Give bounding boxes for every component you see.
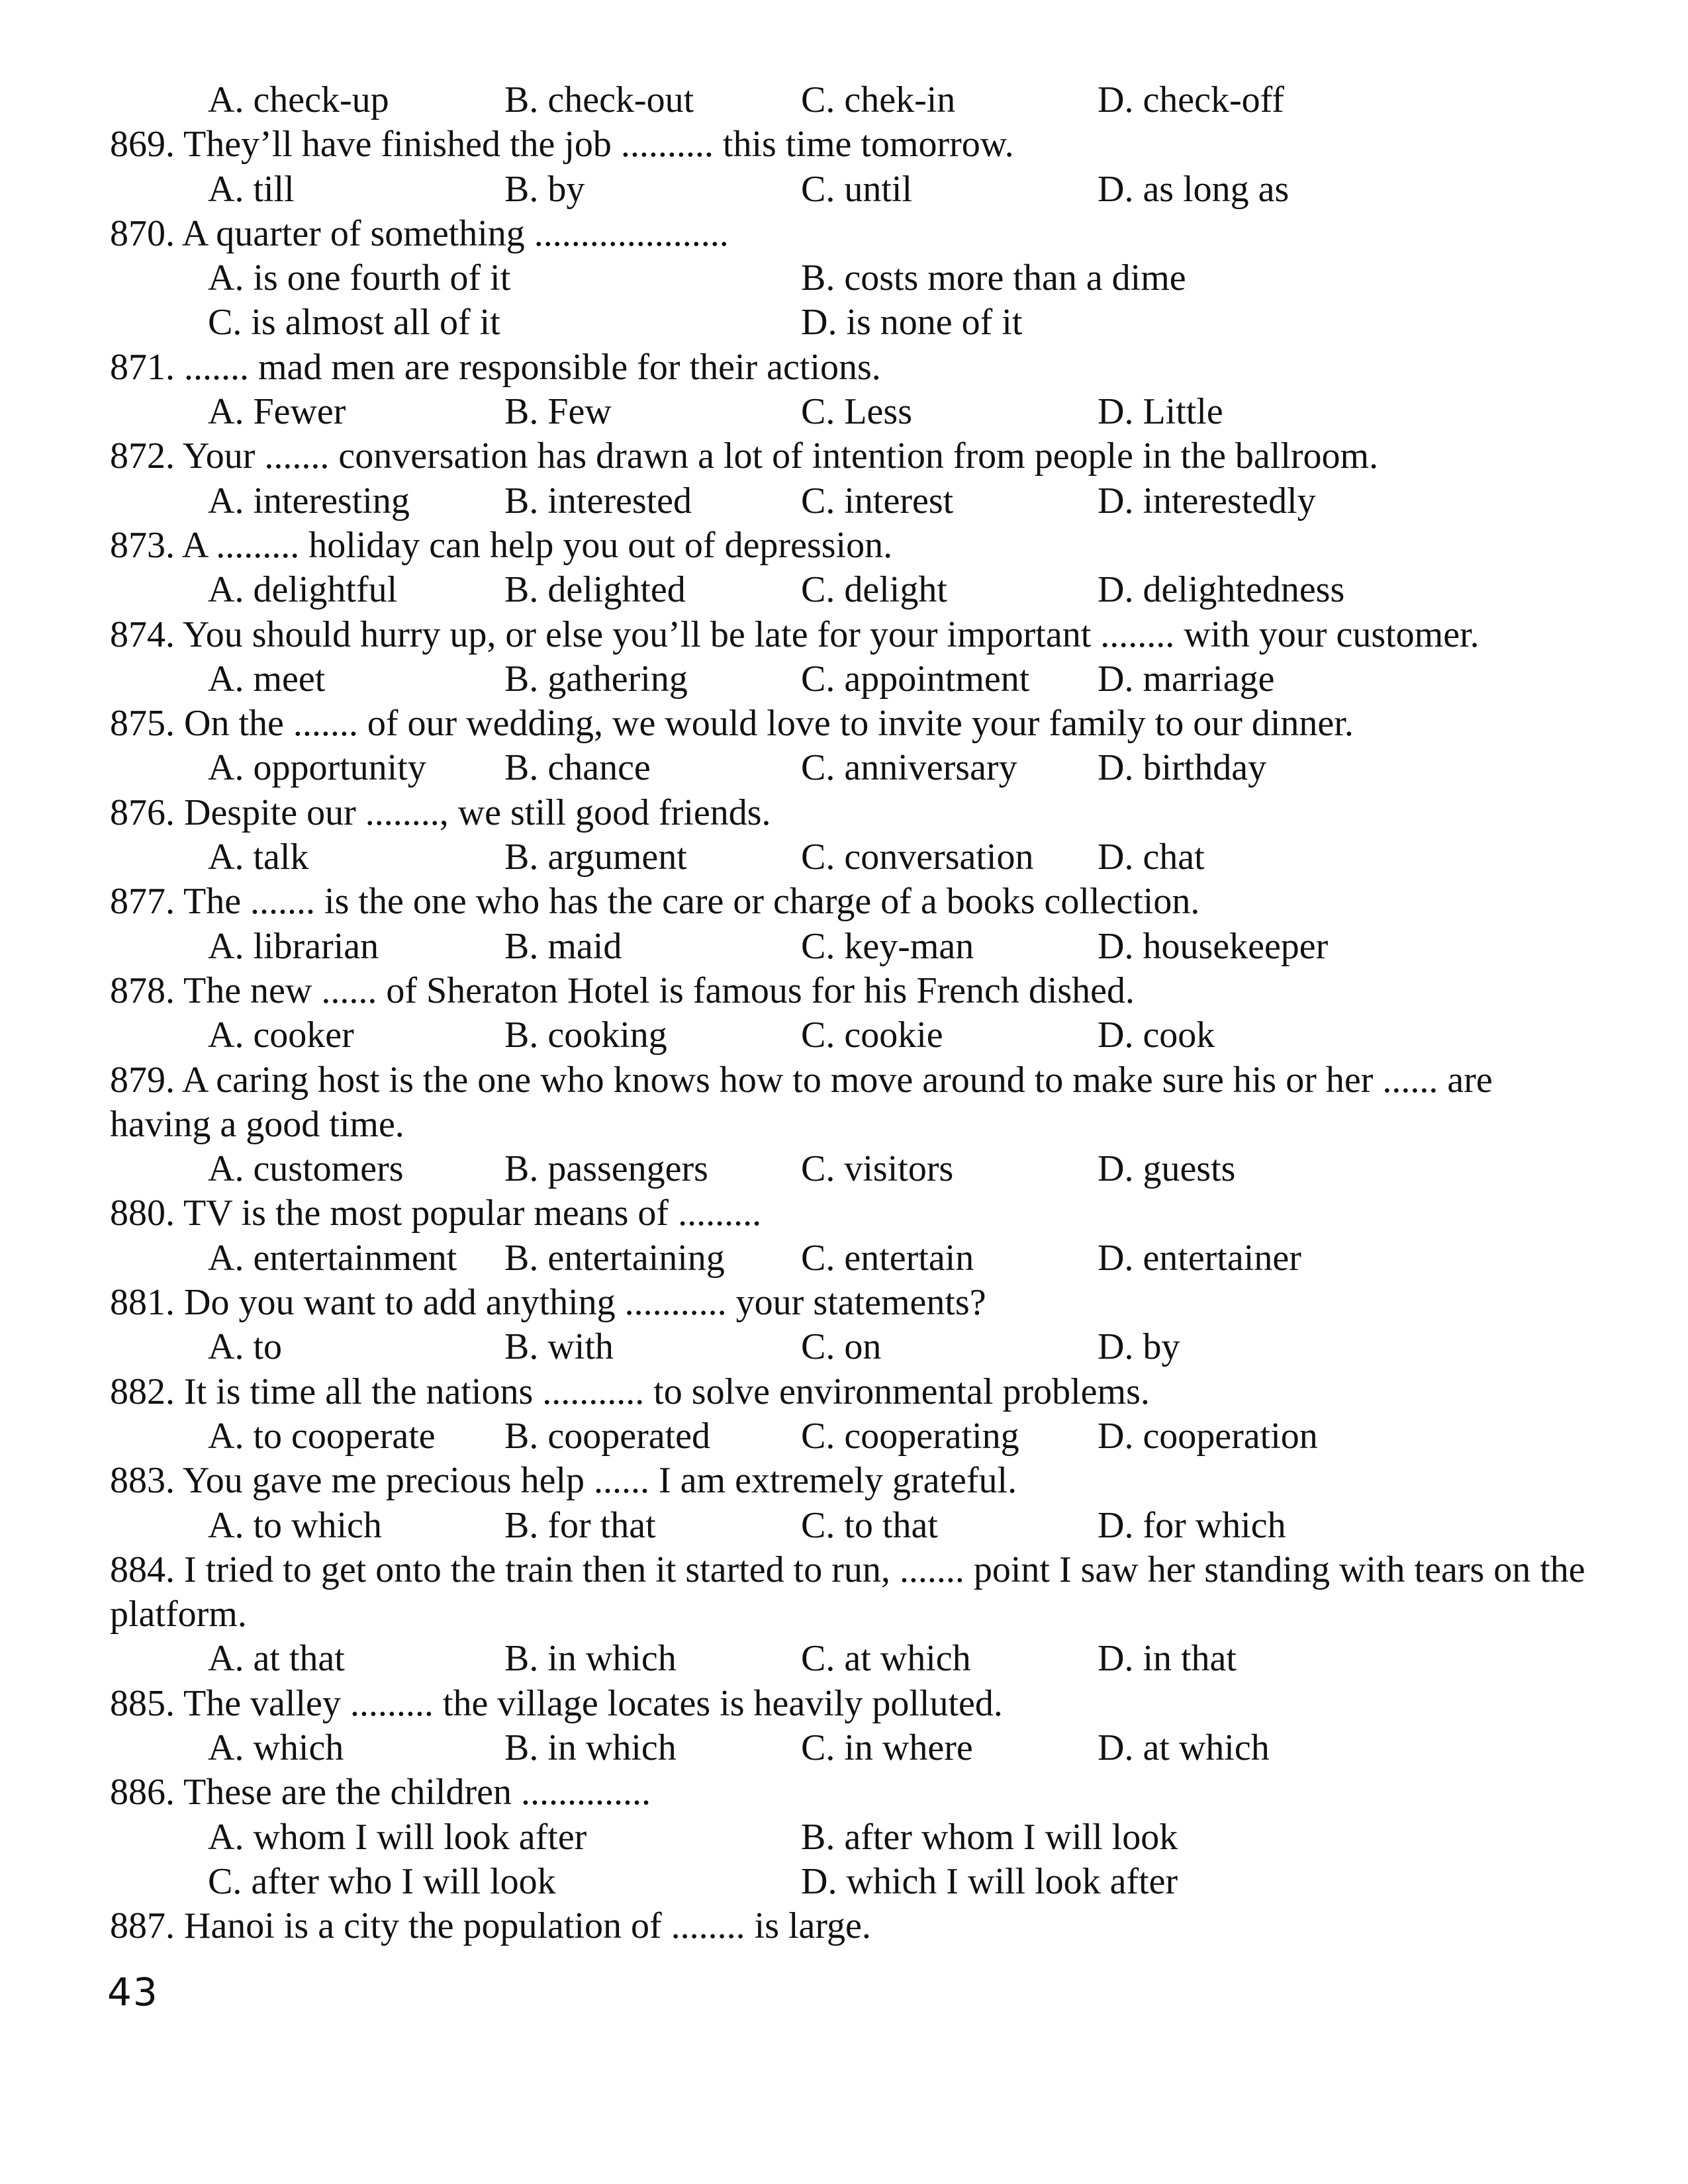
- question-869: 869. They’ll have finished the job .......... this time tomorrow.: [110, 124, 1014, 165]
- options-873: [110, 568, 1593, 612]
- option-b: B. check-out: [504, 79, 694, 120]
- options-882: [110, 1414, 1593, 1459]
- option-a: A. to cooperate: [208, 1415, 436, 1457]
- option-a: A. cooker: [208, 1015, 354, 1056]
- options-881: [110, 1325, 1593, 1369]
- option-c: C. chek-in: [801, 79, 956, 120]
- option-d: D. delightedness: [1098, 569, 1345, 611]
- option-a: A. meet: [208, 658, 326, 700]
- question-873: 873. A ......... holiday can help you out of depression.: [110, 524, 893, 566]
- option-b: B. entertaining: [504, 1237, 725, 1279]
- option-d: D. birthday: [1098, 747, 1267, 789]
- question-887: 887. Hanoi is a city the population of ........ is large.: [110, 1905, 871, 1947]
- question-list: [110, 78, 1593, 1948]
- option-c: C. entertain: [801, 1237, 974, 1279]
- option-c: C. interest: [801, 480, 954, 522]
- option-d: D. as long as: [1098, 168, 1289, 210]
- option-d: D. in that: [1098, 1638, 1237, 1680]
- options-885: [110, 1726, 1593, 1770]
- option-b: B. costs more than a dime: [801, 257, 1186, 299]
- option-c: C. anniversary: [801, 747, 1017, 789]
- option-c: C. on: [801, 1326, 882, 1368]
- leading-options: [110, 78, 1593, 122]
- options-883: [110, 1504, 1593, 1548]
- option-b: B. chance: [504, 747, 651, 789]
- option-d: D. cooperation: [1098, 1415, 1318, 1457]
- options-872: [110, 479, 1593, 523]
- options-869: [110, 167, 1593, 212]
- option-d: D. guests: [1098, 1148, 1236, 1190]
- question-882: 882. It is time all the nations ........... to solve environmental problems.: [110, 1371, 1150, 1412]
- page-number: 43: [107, 1970, 159, 2015]
- option-b: B. Few: [504, 391, 612, 433]
- option-c: C. in where: [801, 1727, 973, 1768]
- option-a: A. at that: [208, 1638, 345, 1680]
- option-c: C. is almost all of it: [208, 302, 500, 343]
- option-b: B. interested: [504, 480, 692, 522]
- option-d: D. Little: [1098, 391, 1223, 433]
- option-b: B. cooking: [504, 1015, 667, 1056]
- option-c: C. cookie: [801, 1015, 943, 1056]
- option-c: C. appointment: [801, 658, 1030, 700]
- options-886-row1: [110, 1815, 1593, 1860]
- question-875: 875. On the ....... of our wedding, we would love to invite your family to our dinner.: [110, 703, 1354, 745]
- option-d: D. at which: [1098, 1727, 1270, 1768]
- question-878: 878. The new ...... of Sheraton Hotel is famous for his French dished.: [110, 970, 1135, 1011]
- question-879: 879. A caring host is the one who knows how to move around to make sure his or her ...... are having a good time.: [110, 1059, 1493, 1145]
- option-a: A. entertainment: [208, 1237, 457, 1279]
- option-c: C. conversation: [801, 837, 1034, 878]
- option-a: A. talk: [208, 837, 309, 878]
- option-a: A. Fewer: [208, 391, 346, 433]
- option-d: D. entertainer: [1098, 1237, 1301, 1279]
- question-881: 881. Do you want to add anything ........... your statements?: [110, 1282, 986, 1324]
- option-b: B. with: [504, 1326, 614, 1368]
- question-870: 870. A quarter of something .....................: [110, 212, 729, 254]
- option-a: A. which: [208, 1727, 344, 1768]
- question-884: 884. I tried to get onto the train then it started to run, ....... point I saw her standing with tears on the platform.: [110, 1549, 1585, 1635]
- question-886: 886. These are the children ..............: [110, 1772, 651, 1813]
- option-d: D. cook: [1098, 1015, 1215, 1056]
- question-874: 874. You should hurry up, or else you’ll be late for your important ........ with your customer.: [110, 614, 1479, 655]
- options-876: [110, 835, 1593, 880]
- option-b: B. for that: [504, 1504, 656, 1546]
- option-d: D. for which: [1098, 1504, 1286, 1546]
- option-c: C. delight: [801, 569, 947, 611]
- option-c: C. cooperating: [801, 1415, 1019, 1457]
- question-880: 880. TV is the most popular means of .........: [110, 1193, 762, 1234]
- options-874: [110, 657, 1593, 702]
- option-b: B. after whom I will look: [801, 1816, 1178, 1858]
- option-c: C. visitors: [801, 1148, 954, 1190]
- options-884: [110, 1637, 1593, 1681]
- option-c: C. until: [801, 168, 913, 210]
- option-b: B. by: [504, 168, 585, 210]
- option-b: B. cooperated: [504, 1415, 710, 1457]
- option-c: C. key-man: [801, 925, 974, 967]
- options-870-row1: [110, 256, 1593, 300]
- option-d: D. marriage: [1098, 658, 1275, 700]
- option-d: D. housekeeper: [1098, 925, 1329, 967]
- option-d: D. by: [1098, 1326, 1180, 1368]
- question-872: 872. Your ....... conversation has drawn a lot of intention from people in the ballroom.: [110, 435, 1379, 477]
- option-a: A. to which: [208, 1504, 382, 1546]
- option-d: D. which I will look after: [801, 1860, 1178, 1902]
- option-b: B. argument: [504, 837, 687, 878]
- options-886-row2: [110, 1860, 1593, 1904]
- option-c: C. at which: [801, 1638, 971, 1680]
- option-a: A. librarian: [208, 925, 379, 967]
- option-d: D. interestedly: [1098, 480, 1316, 522]
- option-c: C. Less: [801, 391, 912, 433]
- option-c: C. after who I will look: [208, 1860, 556, 1902]
- option-a: A. check-up: [208, 79, 389, 120]
- option-a: A. to: [208, 1326, 282, 1368]
- option-d: D. is none of it: [801, 302, 1023, 343]
- option-a: A. till: [208, 168, 295, 210]
- option-b: B. delighted: [504, 569, 686, 611]
- option-a: A. delightful: [208, 569, 398, 611]
- option-b: B. maid: [504, 925, 622, 967]
- question-871: 871. ....... mad men are responsible for their actions.: [110, 346, 881, 388]
- option-b: B. in which: [504, 1638, 677, 1680]
- question-883: 883. You gave me precious help ...... I am extremely grateful.: [110, 1460, 1017, 1502]
- option-d: D. chat: [1098, 837, 1205, 878]
- options-870-row2: [110, 300, 1593, 345]
- option-a: A. customers: [208, 1148, 404, 1190]
- options-880: [110, 1236, 1593, 1281]
- options-875: [110, 746, 1593, 790]
- options-877: [110, 925, 1593, 969]
- question-876: 876. Despite our ........, we still good friends.: [110, 792, 771, 833]
- options-871: [110, 390, 1593, 434]
- option-b: B. passengers: [504, 1148, 708, 1190]
- question-885: 885. The valley ......... the village locates is heavily polluted.: [110, 1682, 1003, 1724]
- option-b: B. in which: [504, 1727, 677, 1768]
- options-879: [110, 1147, 1593, 1191]
- option-d: D. check-off: [1098, 79, 1284, 120]
- option-c: C. to that: [801, 1504, 938, 1546]
- question-877: 877. The ....... is the one who has the care or charge of a books collection.: [110, 881, 1200, 923]
- option-a: A. opportunity: [208, 747, 426, 789]
- option-a: A. is one fourth of it: [208, 257, 511, 299]
- option-a: A. whom I will look after: [208, 1816, 587, 1858]
- option-b: B. gathering: [504, 658, 688, 700]
- option-a: A. interesting: [208, 480, 410, 522]
- options-878: [110, 1013, 1593, 1058]
